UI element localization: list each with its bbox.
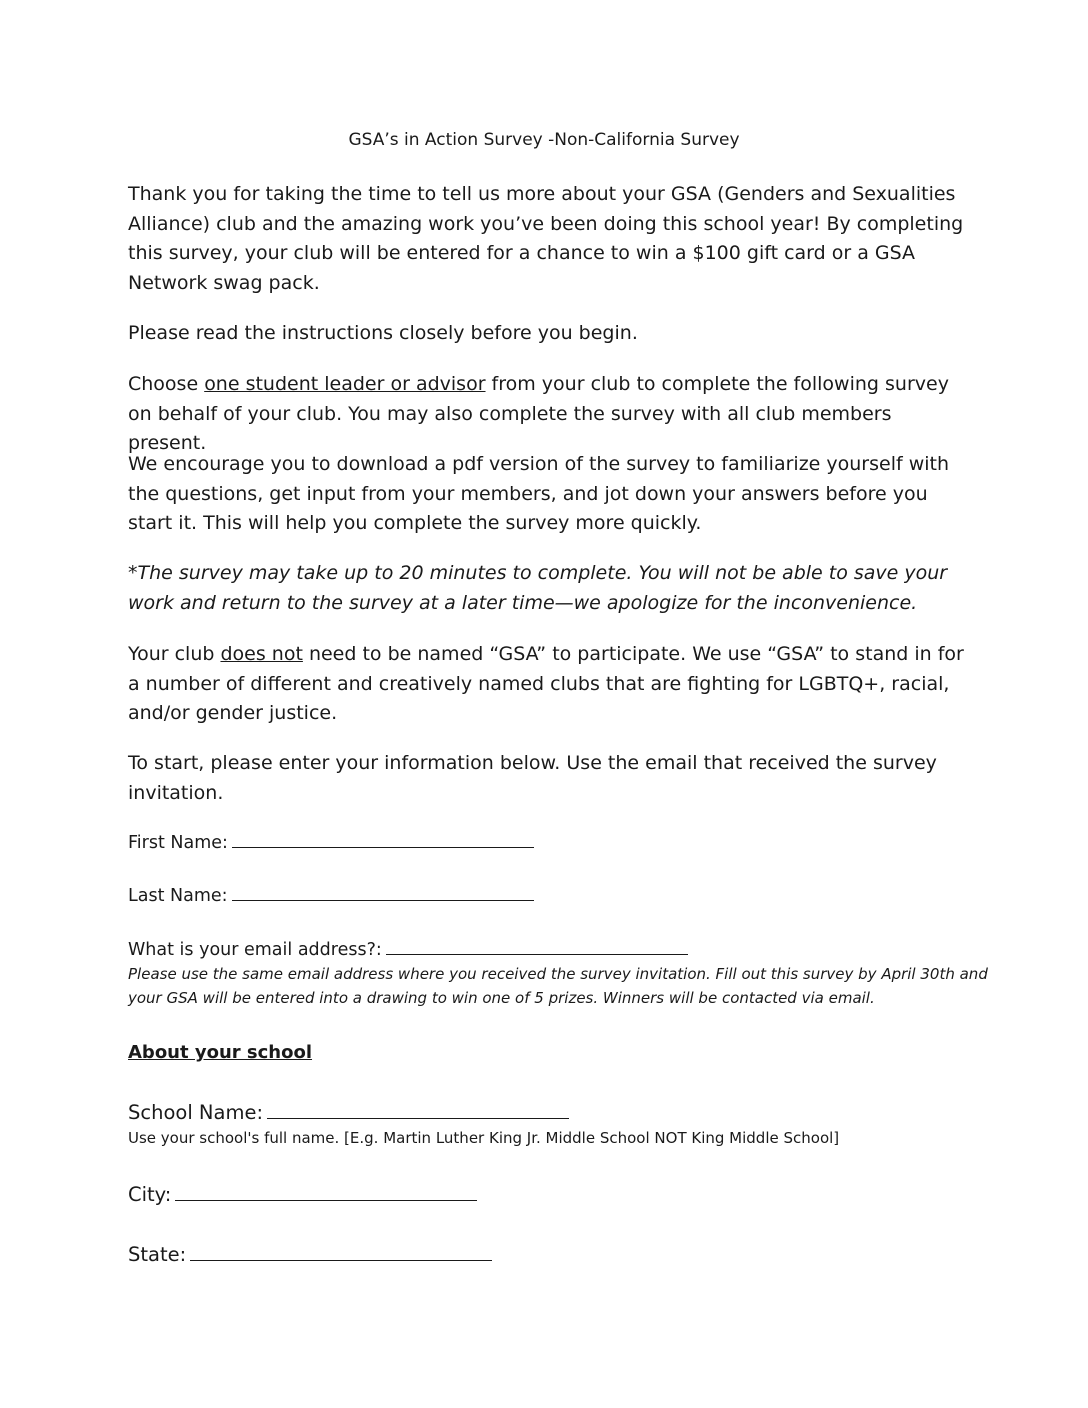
club-name-text-end: need to be named “GSA” to participate. We use “GSA” to stand in for a number of different and creatively named clubs that are fighting for LGBTQ+, racial, and/or gender justice.: [128, 643, 964, 724]
city-input[interactable]: [175, 1180, 477, 1201]
school-name-field: [128, 1098, 569, 1126]
respondent-text-end: from your club to complete the following survey on behalf of your club. You may also complete the survey with all club members present.: [128, 373, 949, 454]
last-name-field: [128, 882, 534, 908]
respondent-emphasis: one student leader or advisor: [204, 373, 486, 395]
download-paragraph: We encourage you to download a pdf version of the survey to familiarize yourself with the questions, get input from your members, and jot down your answers before you start it. This will help you complete the survey more quickly.: [128, 453, 950, 534]
city-field: [128, 1180, 477, 1208]
club-name-paragraph: [128, 640, 968, 729]
school-name-hint: Use your school's full name. [E.g. Martin Luther King Jr. Middle School NOT King Middle School]: [128, 1129, 840, 1147]
email-note: Please use the same email address where you received the survey invitation. Fill out this survey by April 30th and your GSA will be entered into a drawing to win one of 5 prizes. Winners will be contacted via email.: [128, 965, 988, 1007]
email-label: What is your email address?:: [128, 940, 382, 960]
city-label: City:: [128, 1183, 172, 1206]
first-name-label: First Name:: [128, 833, 228, 853]
page-title: GSA’s in Action Survey -Non-California Survey: [348, 130, 740, 150]
club-name-emphasis: does not: [220, 643, 303, 665]
instructions-paragraph: Please read the instructions closely before you begin.: [128, 322, 638, 344]
last-name-label: Last Name:: [128, 886, 228, 906]
email-field: [128, 936, 688, 962]
respondent-paragraph: [128, 370, 968, 459]
last-name-input[interactable]: [232, 882, 534, 901]
section-heading-school: About your school: [128, 1042, 313, 1063]
school-name-label: School Name:: [128, 1101, 264, 1124]
state-field: [128, 1240, 492, 1268]
intro-paragraph: Thank you for taking the time to tell us more about your GSA (Genders and Sexualities Alliance) club and the amazing work you’ve been doing this school year! By completing this survey, your club will be entered for a chance to win a $100 gift card or a GSA Network swag pack.: [128, 183, 964, 294]
first-name-input[interactable]: [232, 829, 534, 848]
school-name-input[interactable]: [267, 1098, 569, 1119]
email-input[interactable]: [386, 936, 688, 955]
first-name-field: [128, 829, 534, 855]
state-input[interactable]: [190, 1240, 492, 1261]
respondent-text-start: Choose: [128, 373, 205, 395]
start-paragraph: To start, please enter your information below. Use the email that received the survey invitation.: [128, 752, 937, 804]
club-name-text-start: Your club: [128, 643, 221, 665]
state-label: State:: [128, 1243, 187, 1266]
time-note-paragraph: *The survey may take up to 20 minutes to complete. You will not be able to save your work and return to the survey at a later time—we apologize for the inconvenience.: [128, 562, 948, 614]
